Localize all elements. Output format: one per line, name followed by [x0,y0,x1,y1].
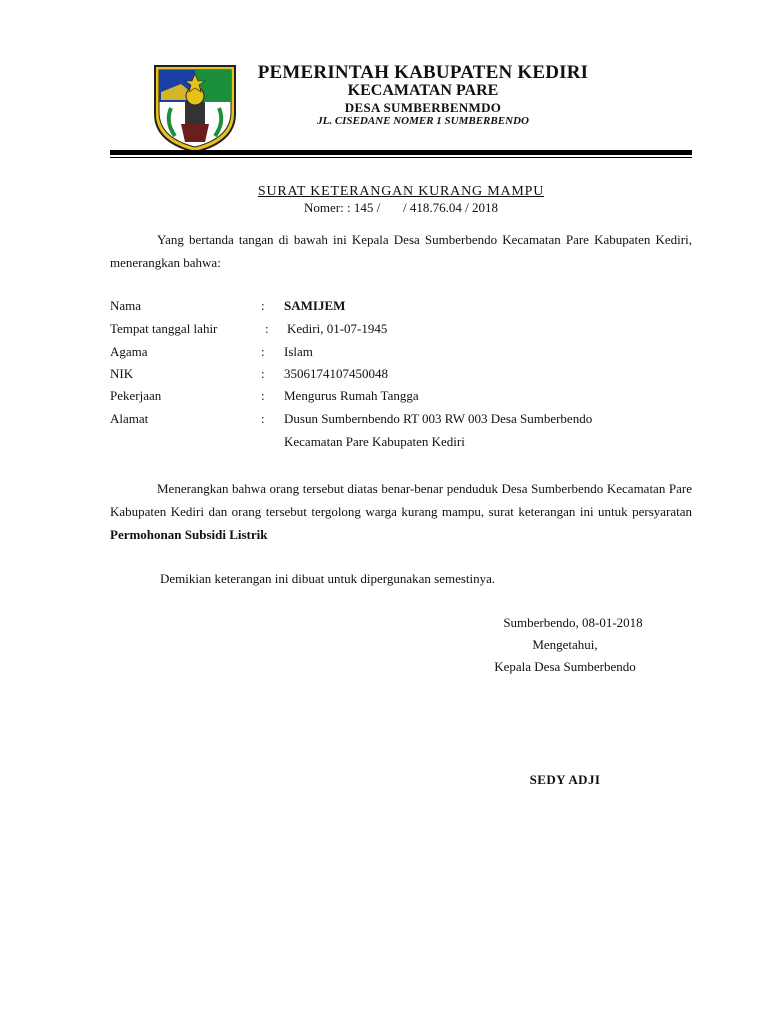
field-label: Agama [110,344,148,359]
statement-text: Menerangkan bahwa orang tersebut diatas benar-benar penduduk Desa Sumberbendo Kecamatan Pare Kabupaten Kediri dan orang tersebut tergolong warga kurang mampu, surat keterangan ini untuk persyaratan [110,481,692,519]
letterhead-government: PEMERINTAH KABUPATEN KEDIRI [257,62,589,83]
letterhead-divider-thin [110,157,692,158]
letter-number: Nomer: : 145 / / 418.76.04 / 2018 [304,200,498,215]
letterhead-district: KECAMATAN PARE [347,82,499,99]
signature-position: Kepala Desa Sumberbendo [494,659,636,674]
field-row-address [110,408,692,430]
field-label: NIK [110,366,134,381]
statement-paragraph [110,477,692,546]
field-row-birth [110,318,692,340]
letterhead-address: JL. CISEDANE NOMER 1 SUMBERBENDO [317,115,529,127]
field-colon: : [261,411,265,426]
field-value-continued: Kecamatan Pare Kabupaten Kediri [284,434,465,449]
letter-title-text: SURAT KETERANGAN KURANG MAMPU [257,184,545,199]
field-value: 3506174107450048 [284,366,388,381]
field-label: Pekerjaan [110,388,162,403]
field-value: Mengurus Rumah Tangga [284,388,419,403]
letterhead-village: DESA SUMBERBENMDO [344,100,502,115]
field-row-nik [110,363,692,385]
field-label: Tempat tanggal lahir [110,321,218,336]
signature-place-date: Sumberbendo, 08-01-2018 [503,615,643,630]
opening-paragraph [110,228,692,274]
field-colon: : [261,344,265,359]
district-emblem-logo [151,62,239,154]
letter-title [110,184,692,200]
field-row-name [110,295,692,317]
signatory-name: SEDY ADJI [529,772,601,787]
field-label: Alamat [110,411,149,426]
field-row-occupation [110,385,692,407]
closing-text: Demikian keterangan ini dibuat untuk dipergunakan semestinya. [160,571,496,586]
signature-acknowledged: Mengetahui, [532,637,598,652]
field-colon: : [265,321,269,336]
closing-paragraph [110,567,692,590]
field-colon: : [261,298,265,313]
purpose-text: Permohonan Subsidi Listrik [110,527,268,542]
field-colon: : [261,388,265,403]
field-row-religion [110,341,692,363]
letterhead-divider-thick [110,150,692,155]
field-value: Kediri, 01-07-1945 [287,321,388,336]
field-colon: : [261,366,265,381]
field-value: Dusun Sumbernbendo RT 003 RW 003 Desa Sumberbendo [284,411,593,426]
field-label: Nama [110,298,142,313]
field-row-address-cont [110,431,692,453]
opening-text: Yang bertanda tangan di bawah ini Kepala Desa Sumberbendo Kecamatan Pare Kabupaten Kediri, menerangkan bahwa: [110,232,692,270]
field-value: SAMIJEM [284,298,346,313]
field-value: Islam [284,344,313,359]
